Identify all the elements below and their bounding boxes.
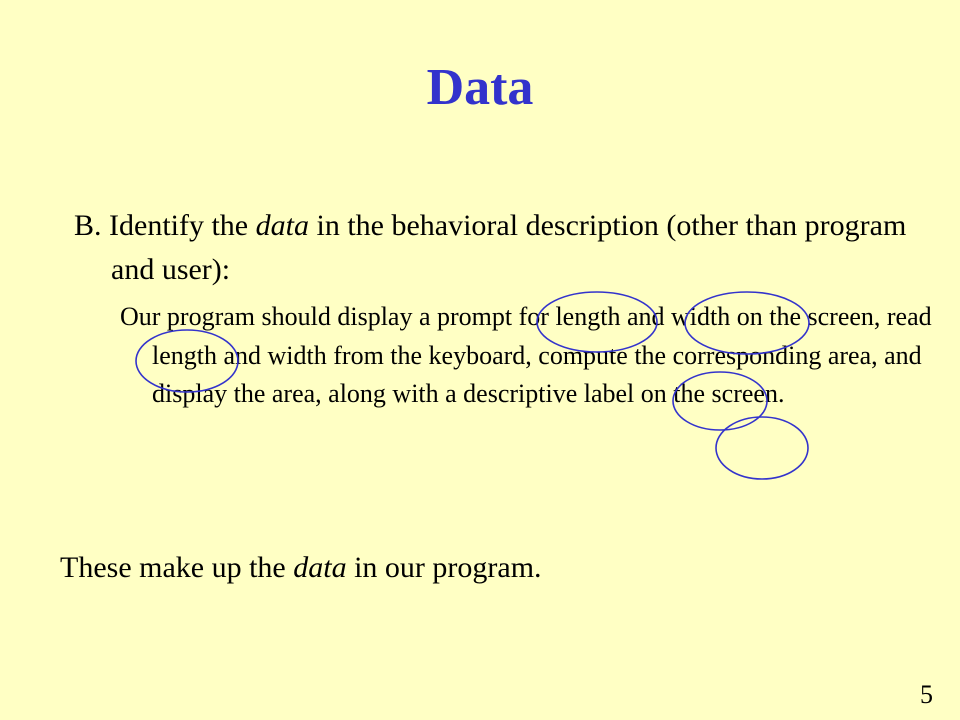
circle-label — [716, 417, 808, 479]
quote-part-4: on the screen, read length and width from the keyboard, compute the corresponding — [152, 302, 932, 370]
word-length: length — [555, 302, 621, 331]
item-b-emphasis: data — [255, 209, 309, 242]
item-b-text-suffix: in the behavioral description (other than program and user): — [111, 209, 907, 286]
page-number: 5 — [920, 680, 933, 709]
quote-part-6: on the screen. — [634, 379, 785, 408]
closing-text-prefix: These make up the — [60, 551, 294, 584]
word-prompt: prompt — [437, 302, 513, 331]
slide-title: Data — [426, 59, 534, 116]
quote-part-1: Our program should display a — [120, 302, 438, 331]
closing-text-suffix: in our program. — [346, 551, 542, 584]
closing-emphasis: data — [293, 551, 347, 584]
word-width: width — [671, 302, 731, 331]
quote-part-2: for — [512, 302, 556, 331]
quote-part-3: and — [620, 302, 671, 331]
closing-line — [60, 546, 900, 590]
word-label: label — [583, 379, 635, 408]
quote-part-5: , and display the area, along with a descriptive — [152, 340, 922, 408]
item-b-text-prefix: B. Identify the — [74, 209, 256, 242]
bullet-item-b — [74, 204, 951, 292]
word-area: area — [827, 340, 872, 370]
behavioral-description — [120, 298, 932, 414]
